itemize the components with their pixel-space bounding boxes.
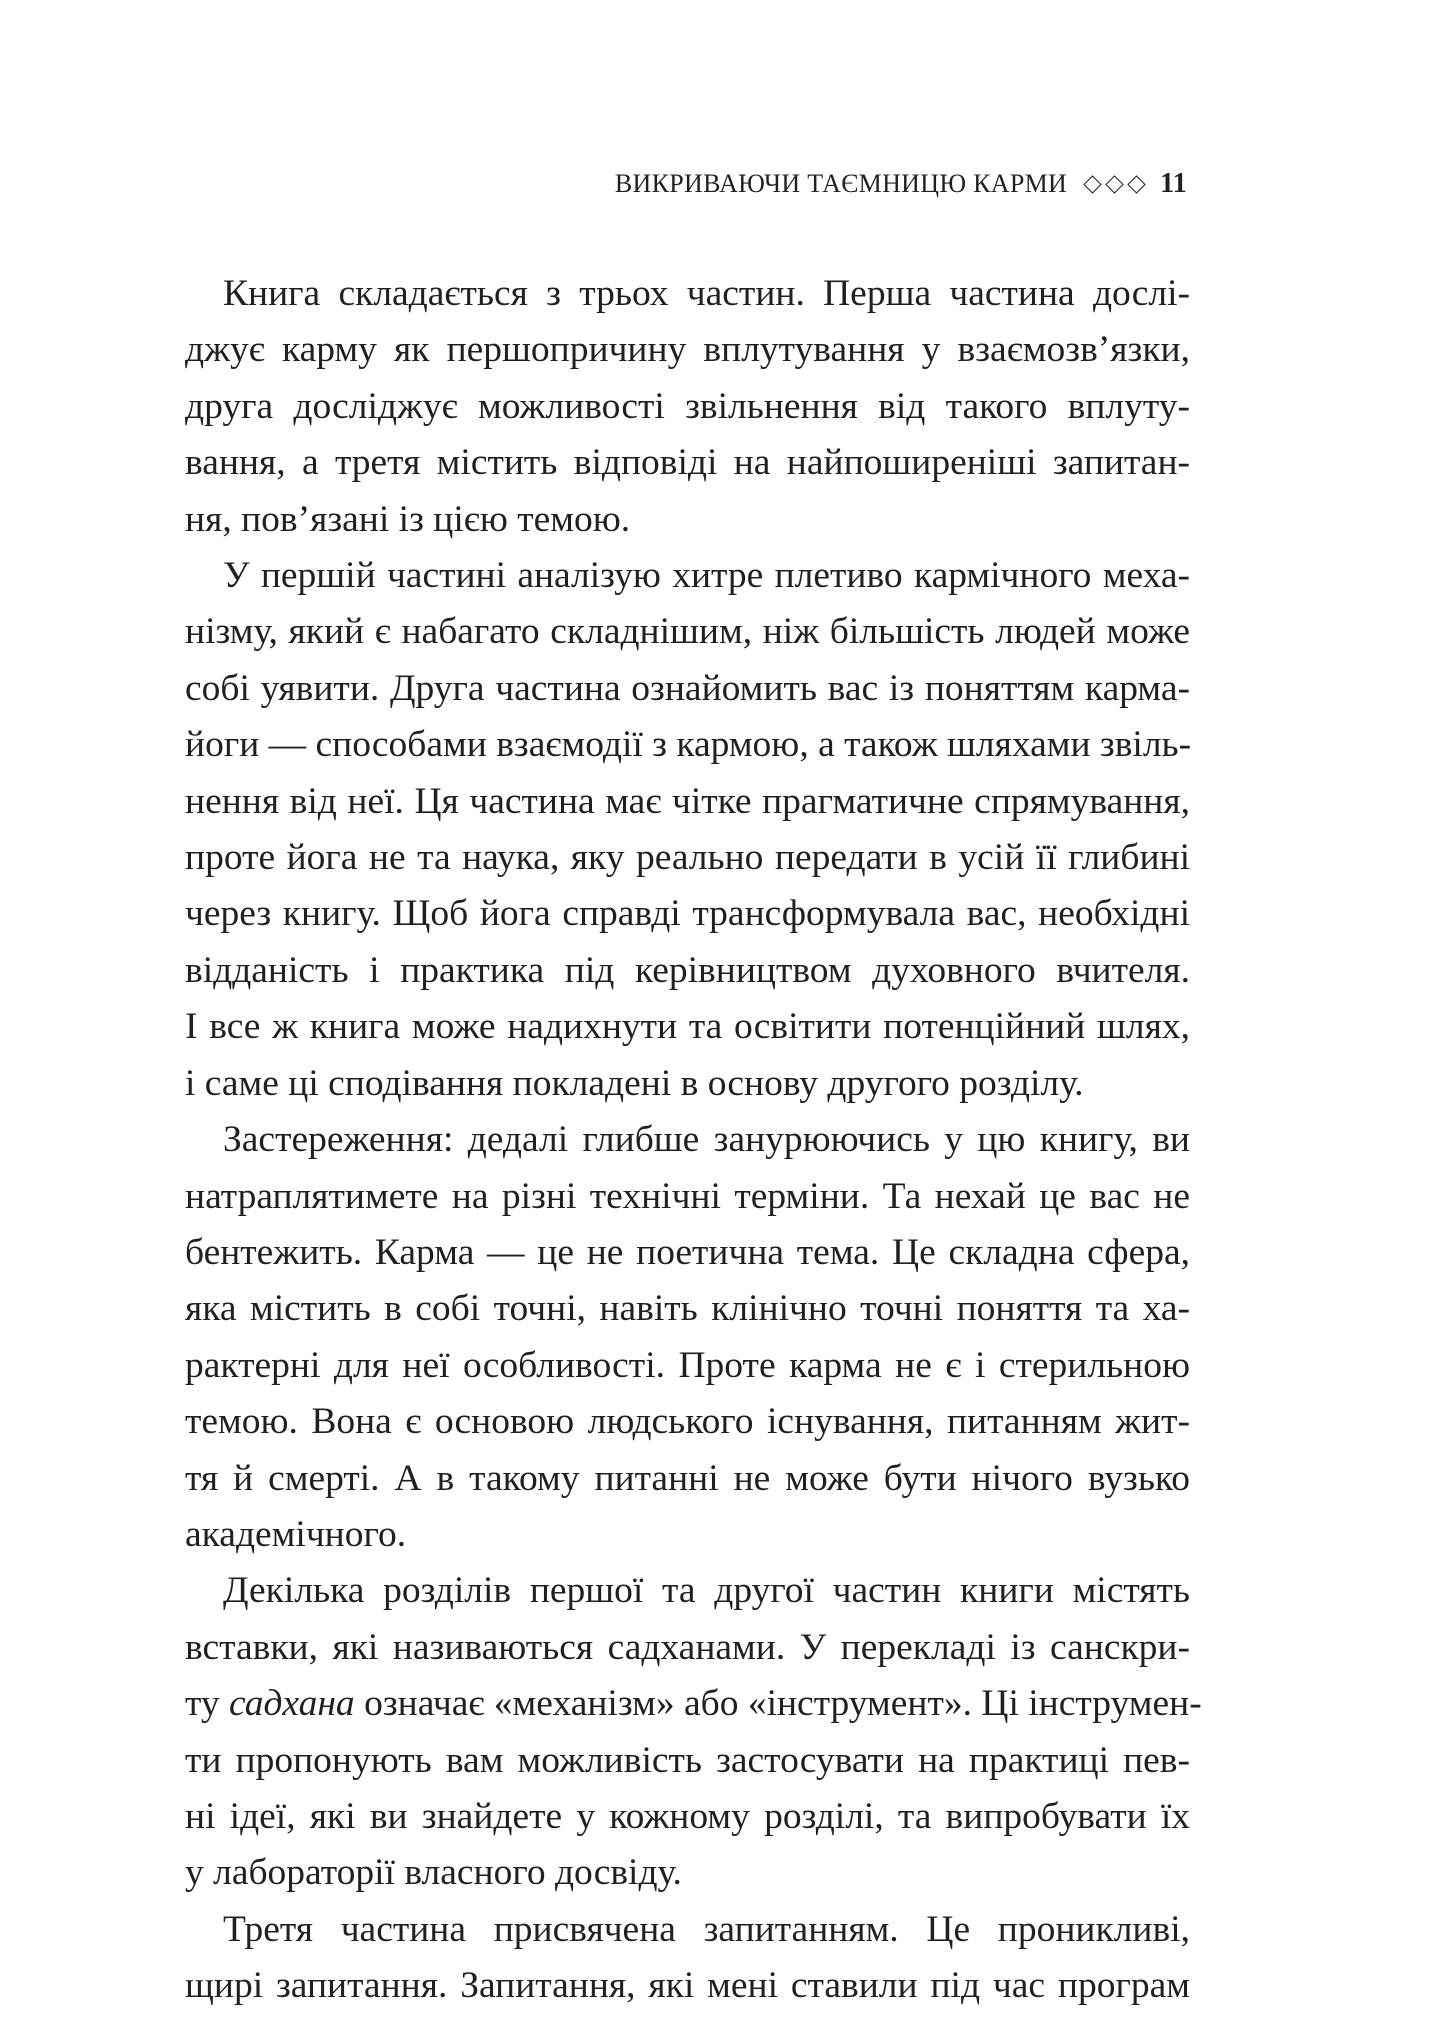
running-title: ВИКРИВАЮЧИ ТАЄМНИЦЮ КАРМИ — [614, 169, 1068, 198]
text-line: Застереження: дедалі глибше занурюючись у цю книгу, ви — [223, 1119, 1190, 1161]
text-line: бентежить. Карма — це не поетична тема. Це складна сфера, — [185, 1231, 1190, 1273]
text-line: І все ж книга може надихнути та освітити потенційний шлях, — [185, 1006, 1190, 1048]
text-line: джує карму як першопричину вплутування у взаємозв’язки, — [185, 329, 1190, 371]
text-line-with-italic — [185, 1676, 1202, 1732]
text-line: друга досліджує можливості звільнення від такого вплуту- — [185, 385, 1190, 427]
text-line: відданість і практика під керівництвом духовного вчителя. — [185, 949, 1190, 991]
text-line: собі уявити. Друга частина ознайомить вас із поняттям карма- — [185, 667, 1190, 709]
text-fragment: означає «механізм» або «інструмент». Ці інструмен- — [354, 1683, 1202, 1725]
text-line: яка містить в собі точні, навіть клінічно точні поняття та ха- — [185, 1288, 1190, 1330]
text-line: Книга складається з трьох частин. Перша частина дослі- — [223, 273, 1190, 314]
text-line: У першій частині аналізую хитре плетиво кармічного меха- — [223, 555, 1190, 597]
text-line: ня, пов’язані із цією темою. — [185, 498, 631, 540]
paragraph-4 — [185, 1563, 1202, 1901]
paragraph-1 — [185, 266, 1190, 548]
paragraph-5 — [185, 1902, 1190, 2015]
text-line: рактерні для неї особливості. Проте карма не є і стерильною — [185, 1344, 1190, 1386]
text-line: Декілька розділів першої та другої частин книги містять — [223, 1570, 1190, 1612]
text-line: йоги — способами взаємодії з кармою, а також шляхами звіль- — [185, 724, 1192, 766]
text-line: Третя частина присвячена запитанням. Це проникливі, — [223, 1908, 1190, 1950]
text-line: натраплятимете на різні технічні терміни. Та нехай це вас не — [185, 1175, 1190, 1217]
text-line: вставки, які називаються садханами. У перекладі із санскри- — [185, 1626, 1190, 1668]
text-line: у лабораторії власного досвіду. — [185, 1852, 682, 1894]
text-line: вання, а третя містить відповіді на найпоширеніші запитан- — [185, 442, 1190, 484]
text-line: нення від неї. Ця частина має чітке прагматичне спрямування, — [185, 780, 1190, 822]
running-head — [615, 168, 1187, 200]
italic-term: садхана — [229, 1683, 355, 1725]
text-line: академічного. — [185, 1513, 407, 1555]
page-number: 11 — [1160, 168, 1187, 199]
text-line: ти пропонують вам можливість застосувати на практиці пев- — [185, 1739, 1190, 1781]
three-diamonds-ornament-icon — [1083, 178, 1146, 191]
text-line: нізму, який є набагато складнішим, ніж більшість людей може — [185, 611, 1190, 653]
paragraph-2 — [185, 548, 1190, 1112]
text-line: через книгу. Щоб йога справді трансформувала вас, необхідні — [185, 893, 1190, 935]
text-line: проте йога не та наука, яку реально передати в усій її глибині — [185, 837, 1190, 879]
text-line: тя й смерті. А в такому питанні не може бути нічого вузько — [185, 1457, 1190, 1499]
body-text — [185, 266, 1202, 2015]
text-line: темою. Вона є основою людського існування, питанням жит- — [185, 1401, 1190, 1443]
text-line: щирі запитання. Запитання, які мені ставили під час програм — [185, 1965, 1190, 2007]
paragraph-3 — [185, 1112, 1190, 1563]
text-line: і саме ці сподівання покладені в основу другого розділу. — [185, 1062, 1084, 1104]
text-fragment: ту — [185, 1683, 230, 1725]
text-line: ні ідеї, які ви знайдете у кожному розділі, та випробувати їх — [185, 1795, 1190, 1837]
